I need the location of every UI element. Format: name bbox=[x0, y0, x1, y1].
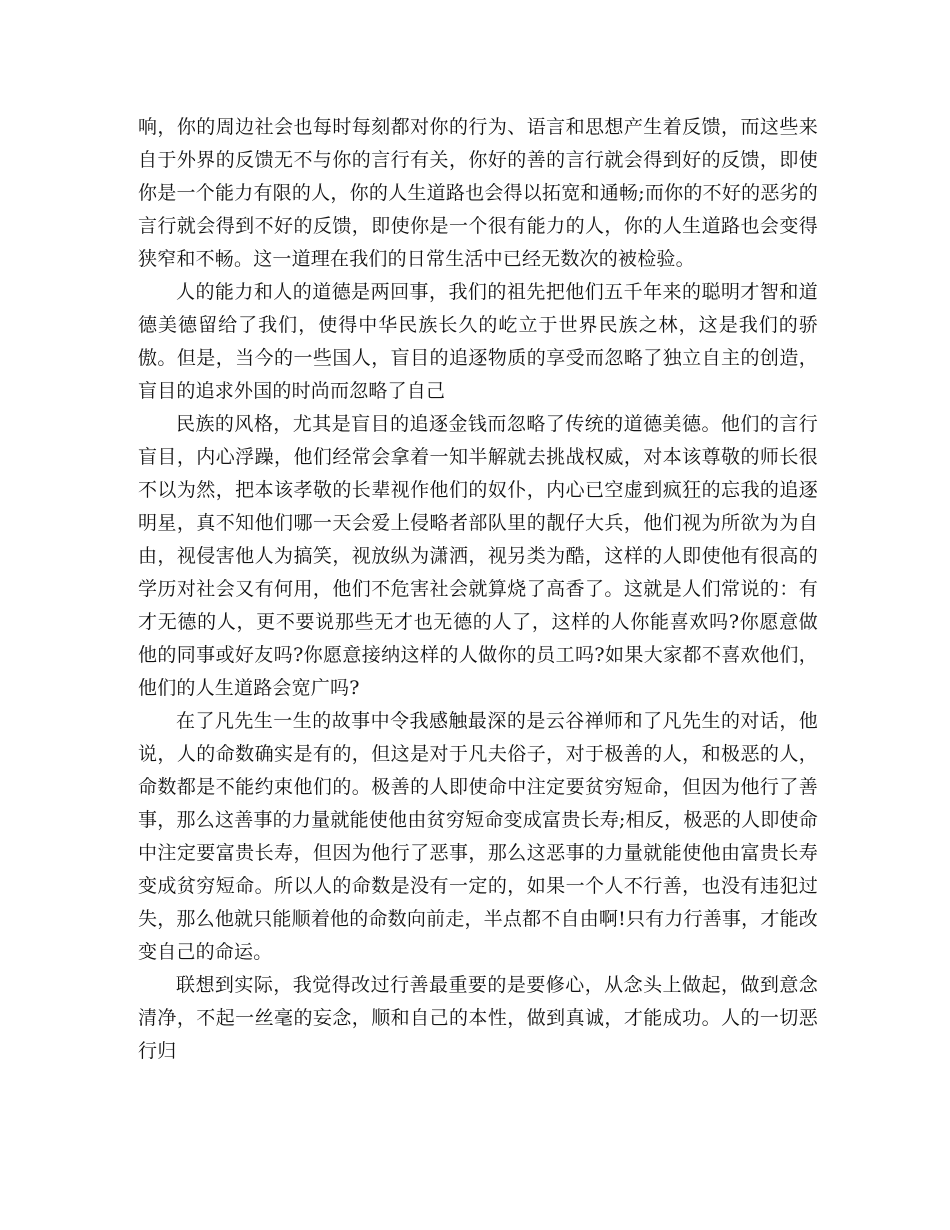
paragraph-3: 民族的风格，尤其是盲目的追逐金钱而忽略了传统的道德美德。他们的言行盲目，内心浮躁，他们经常会拿着一知半解就去挑战权威，对本该尊敬的师长很不以为然，把本该孝敬的长辈视作他们的奴仆，内心已空虚到疯狂的忘我的追逐明星，真不知他们哪一天会爱上侵略者部队里的靓仔大兵，他们视为所欲为为自由，视侵害他人为搞笑，视放纵为潇洒，视另类为酷，这样的人即使他有很高的学历对社会又有何用，他们不危害社会就算烧了高香了。这就是人们常说的：有才无德的人，更不要说那些无才也无德的人了，这样的人你能喜欢吗?你愿意做他的同事或好友吗?你愿意接纳这样的人做你的员工吗?如果大家都不喜欢他们，他们的人生道路会宽广吗? bbox=[138, 413, 818, 699]
paragraph-5: 联想到实际，我觉得改过行善最重要的是要修心，从念头上做起，做到意念清净，不起一丝毫的妄念，顺和自己的本性，做到真诚，才能成功。人的一切恶行归 bbox=[138, 974, 818, 1062]
paragraph-2: 人的能力和人的道德是两回事，我们的祖先把他们五千年来的聪明才智和道德美德留给了我们，使得中华民族长久的屹立于世界民族之林，这是我们的骄傲。但是，当今的一些国人，盲目的追逐物质的享受而忽略了独立自主的创造，盲目的追求外国的时尚而忽略了自己 bbox=[138, 281, 818, 402]
paragraph-1: 响，你的周边社会也每时每刻都对你的行为、语言和思想产生着反馈，而这些来自于外界的反馈无不与你的言行有关，你好的善的言行就会得到好的反馈，即使你是一个能力有限的人，你的人生道路也会得以拓宽和通畅;而你的不好的恶劣的言行就会得到不好的反馈，即使你是一个很有能力的人，你的人生道路也会变得狭窄和不畅。这一道理在我们的日常生活中已经无数次的被检验。 bbox=[138, 116, 818, 270]
document-body bbox=[138, 111, 818, 1068]
paragraph-4: 在了凡先生一生的故事中令我感触最深的是云谷禅师和了凡先生的对话，他说，人的命数确实是有的，但这是对于凡夫俗子，对于极善的人，和极恶的人，命数都是不能约束他们的。极善的人即使命中注定要贫穷短命，但因为他行了善事，那么这善事的力量就能使他由贫穷短命变成富贵长寿;相反，极恶的人即使命中注定要富贵长寿，但因为他行了恶事，那么这恶事的力量就能使他由富贵长寿变成贫穷短命。所以人的命数是没有一定的，如果一个人不行善，也没有违犯过失，那么他就只能顺着他的命数向前走，半点都不自由啊!只有力行善事，才能改变自己的命运。 bbox=[138, 710, 818, 963]
